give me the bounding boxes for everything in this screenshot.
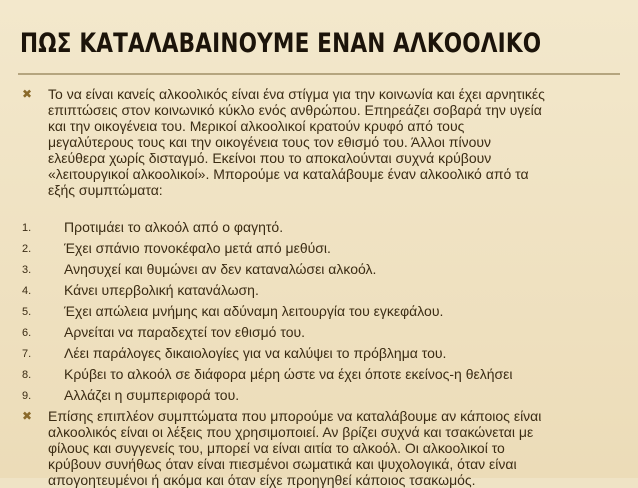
- x-mark-icon: ✖: [22, 409, 33, 423]
- symptom-text: Αρνείται να παραδεχτεί τον εθισμό του.: [64, 324, 306, 340]
- symptom-number: 6.: [22, 327, 32, 339]
- closing-line: Επίσης επιπλέον συμπτώματα που μπορούμε να καταλάβουμε αν κάποιος είναι: [48, 408, 542, 424]
- symptom-number: 8.: [22, 369, 32, 381]
- closing-line: φίλους και συγγενείς του, μπορεί να είναι αιτία το αλκοόλ. Οι αλκοολικοί το: [48, 440, 505, 456]
- closing-line: κρύβουν συνήθως όταν είναι πιεσμένοι σωματικά και ψυχολογικά, όταν είναι: [48, 456, 517, 472]
- intro-line: ελεύθερα χωρίς δισταγμό. Εκείνοι που το αποκαλούνται συχνά κρύβουν: [48, 150, 492, 166]
- intro-line: και την οικογένεια του. Μερικοί αλκοολικοί κρατούν κρυφό από τους: [48, 118, 465, 134]
- symptom-number: 1.: [22, 222, 32, 234]
- symptom-text: Προτιμάει το αλκοόλ από ο φαγητό.: [64, 219, 284, 235]
- symptom-item: [0, 218, 638, 239]
- intro-line: Το να είναι κανείς αλκοολικός είναι ένα στίγμα για την κοινωνία και έχει αρνητικές: [48, 86, 545, 102]
- symptom-text: Κάνει υπερβολική κατανάλωση.: [64, 282, 259, 298]
- x-mark-icon: ✖: [22, 87, 33, 101]
- symptom-item: [0, 281, 638, 302]
- symptom-text: Λέει παράλογες δικαιολογίες για να καλύψει το πρόβλημα του.: [64, 345, 447, 361]
- symptom-number: 3.: [22, 264, 32, 276]
- symptom-number: 4.: [22, 285, 32, 297]
- closing-line: απογοητευμένοι ή ακόμα και όταν είχε προηγηθεί κάποιος τσακωμός.: [48, 472, 476, 488]
- symptom-text: Έχει απώλεια μνήμης και αδύναμη λειτουργία του εγκεφάλου.: [64, 303, 444, 319]
- symptom-item: [0, 323, 638, 344]
- closing-paragraph: [0, 408, 638, 488]
- symptom-number: 9.: [22, 390, 32, 402]
- symptom-text: Αλλάζει η συμπεριφορά του.: [64, 387, 240, 403]
- symptom-item: [0, 344, 638, 365]
- symptom-item: [0, 365, 638, 386]
- slide-title: ΠΩΣ ΚΑΤΑΛΑΒΑΙΝΟΥΜΕ ΕΝΑΝ ΑΛΚΟΟΛΙΚΟ: [20, 28, 542, 59]
- intro-line: μεγαλύτερους τους και την οικογένεια τους τον εθισμό του. Άλλοι πίνουν: [48, 134, 492, 150]
- symptom-text: Ανησυχεί και θυμώνει αν δεν καταναλώσει αλκοόλ.: [64, 261, 377, 277]
- symptom-item: [0, 386, 638, 407]
- intro-line: «λειτουργικοί αλκοολικοί». Μπορούμε να καταλάβουμε έναν αλκοολικό από τα: [48, 166, 529, 182]
- intro-line: εξής συμπτώματα:: [48, 182, 163, 198]
- symptom-number: 7.: [22, 348, 32, 360]
- title-divider: [18, 73, 620, 75]
- symptom-text: Έχει σπάνιο πονοκέφαλο μετά από μεθύσι.: [64, 240, 331, 256]
- symptom-number: 2.: [22, 243, 32, 255]
- symptom-list: [0, 218, 638, 407]
- symptom-number: 5.: [22, 306, 32, 318]
- slide-content: [0, 86, 638, 488]
- symptom-item: [0, 302, 638, 323]
- intro-line: επιπτώσεις στον κοινωνικό κύκλο ενός ανθρώπου. Επηρεάζει σοβαρά την υγεία: [48, 102, 542, 118]
- symptom-item: [0, 260, 638, 281]
- symptom-text: Κρύβει το αλκοόλ σε διάφορα μέρη ώστε να έχει όποτε εκείνος-η θελήσει: [64, 366, 513, 382]
- closing-line: αλκοολικός είναι οι λέξεις που χρησιμοποιεί. Αν βρίζει συχνά και τσακώνεται με: [48, 424, 534, 440]
- intro-paragraph: [0, 86, 638, 198]
- symptom-item: [0, 239, 638, 260]
